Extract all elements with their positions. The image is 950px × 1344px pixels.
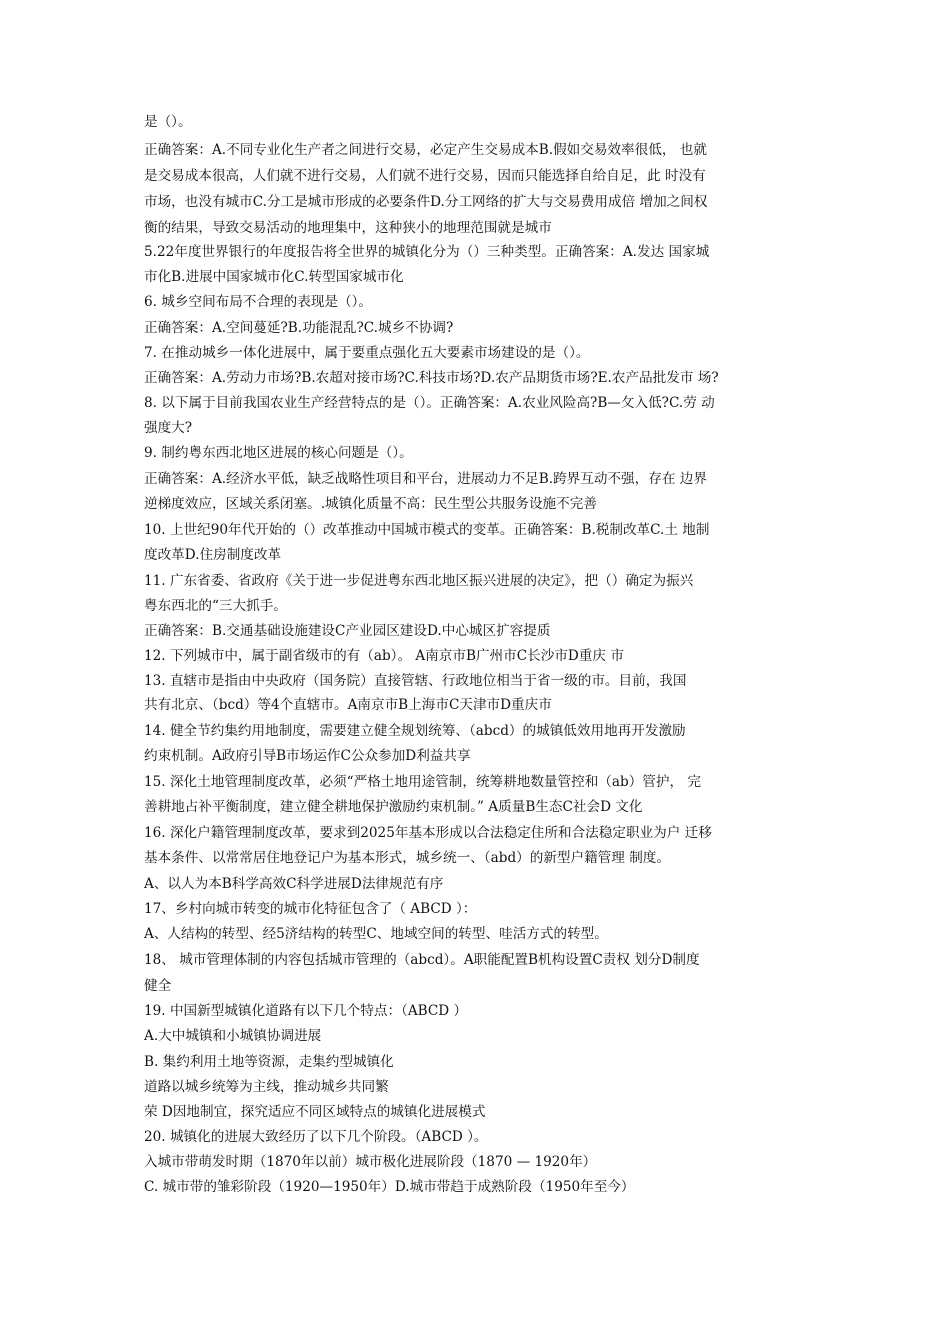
text-line: 粤东西北的“三大抓手。	[144, 598, 287, 614]
text-line: 17、乡村向城市转变的城市化特征包含了（ ABCD ）：	[144, 901, 477, 917]
text-line: 12. 下列城市中，属于副省级市的有（ab）。 A南京市B广州市C长沙市D重庆 市	[144, 648, 624, 664]
text-line: 10. 上世纪90年代开始的（）改革推动中国城市模式的变革。正确答案：B.税制改革C.土 地制	[144, 522, 710, 538]
text-line: B. 集约利用土地等资源，走集约型城镇化	[144, 1054, 394, 1070]
text-line: 逆梯度效应，区域关系闭塞。.城镇化质量不高：民生型公共服务设施不完善	[144, 496, 597, 512]
text-line: 9. 制约粤东西北地区进展的核心问题是（）。	[144, 445, 413, 461]
text-line: 正确答案：A.经济水平低，缺乏战略性项目和平台，进展动力不足B.跨界互动不强，存在 边界	[144, 471, 707, 487]
text-line: 正确答案：A.不同专业化生产者之间进行交易，必定产生交易成本B.假如交易效率很低， 也就	[144, 142, 707, 158]
text-line: 18、 城市管理体制的内容包括城市管理的（abcd）。A职能配置B机构设置C责权 划分D制度	[144, 952, 700, 968]
text-line: 善耕地占补平衡制度，建立健全耕地保护激励约束机制。” A质量B生态C社会D 文化	[144, 799, 643, 815]
text-line: 共有北京、（bcd）等4个直辖市。A南京市B上海市C天津市D重庆市	[144, 697, 552, 713]
text-line: 8. 以下属于目前我国农业生产经营特点的是（）。正确答案：A.农业风险高?B—攵入低?C.劳 动	[144, 395, 715, 411]
text-line: 健全	[144, 978, 172, 994]
text-line: 市化B.进展中国家城市化C.转型国家城市化	[144, 269, 404, 285]
text-line: 11. 广东省委、省政府《关于进一步促进粤东西北地区振兴进展的决定》，把（）确定为振兴	[144, 573, 694, 589]
text-line: 16. 深化户籍管理制度改革，要求到2025年基本形成以合法稳定住所和合法稳定职业为户 迁移	[144, 825, 712, 841]
text-line: 19. 中国新型城镇化道路有以下几个特点：（ABCD ）	[144, 1003, 468, 1019]
text-line: 强度大?	[144, 420, 193, 436]
text-line: 13. 直辖市是指由中央政府（国务院）直接管辖、行政地位相当于省一级的市。目前，我国	[144, 673, 687, 689]
text-line: 市场，也没有城市C.分工是城市形成的必要条件D.分工网络的扩大与交易费用成倍 增加之间权	[144, 194, 708, 210]
text-line: 荣 D因地制宜，探究适应不同区域特点的城镇化进展模式	[144, 1104, 486, 1120]
text-line: 度改革D.住房制度改革	[144, 547, 282, 563]
text-line: 正确答案：A.劳动力市场?B.农超对接市场?C.科技市场?D.农产品期货市场?E.农产品批发市 场?	[144, 370, 719, 386]
text-line: 14. 健全节约集约用地制度，需要建立健全规划统筹、（abcd）的城镇低效用地再开发激励	[144, 723, 686, 739]
text-line: 约束机制。A政府引导B市场运作C公众参加D利益共享	[144, 748, 471, 764]
text-line: 20. 城镇化的进展大致经历了以下几个阶段。（ABCD ）。	[144, 1129, 488, 1145]
text-line: 道路以城乡统筹为主线，推动城乡共同繁	[144, 1079, 389, 1095]
text-line: 正确答案：B.交通基础设施建设C产业园区建设D.中心城区扩容提质	[144, 623, 551, 639]
text-line: 5.22年度世界银行的年度报告将全世界的城镇化分为（）三种类型。正确答案：A.发达 国家城	[144, 244, 710, 260]
text-line: C. 城市带的雏彩阶段（1920—1950年）D.城市带趋于成熟阶段（1950年至今）	[144, 1179, 635, 1195]
text-line: 15. 深化土地管理制度改革，必须“严格土地用途管制，统筹耕地数量管控和（ab）管护， 完	[144, 774, 701, 790]
text-line: 基本条件、以常常居住地登记户为基本形式，城乡统一、（abd）的新型户籍管理 制度。	[144, 850, 670, 866]
text-line: 是（）。	[144, 114, 192, 130]
text-line: 衡的结果，导致交易活动的地理集中，这种狭小的地理范围就是城市	[144, 220, 552, 236]
text-line: 7. 在推动城乡一体化进展中，属于要重点强化五大要素市场建设的是（）。	[144, 345, 590, 361]
text-line: A、以人为本B科学高效C科学进展D法律规范有序	[144, 876, 444, 892]
text-line: 入城市带萌发时期（1870年以前）城市极化进展阶段（1870 — 1920年）	[144, 1154, 597, 1170]
text-line: 正确答案：A.空间蔓延?B.功能混乱?C.城乡不协调?	[144, 320, 454, 336]
text-line: 6. 城乡空间布局不合理的表现是（）。	[144, 294, 372, 310]
text-line: A.大中城镇和小城镇协调进展	[144, 1028, 322, 1044]
text-line: A、人结构的转型、经5济结构的转型C、地域空间的转型、哇活方式的转型。	[144, 926, 608, 942]
text-line: 是交易成本很高，人们就不进行交易，人们就不进行交易，因而只能选择自给自足，此 时没有	[144, 168, 706, 184]
